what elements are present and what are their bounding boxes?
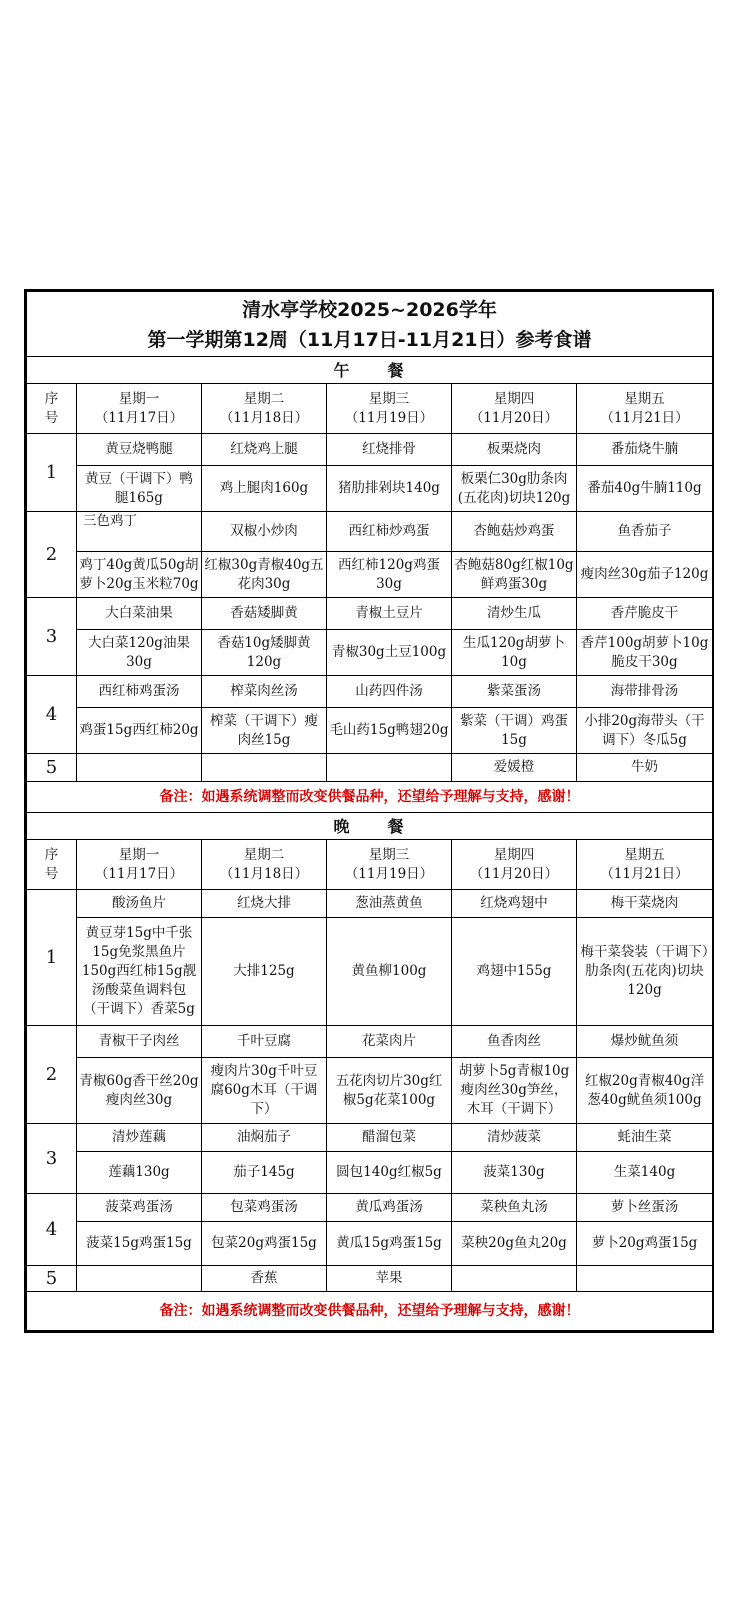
dinner-dish-row-4 bbox=[27, 1194, 713, 1222]
dish-name: 山药四件汤 bbox=[327, 676, 452, 708]
ingredients: 黄豆（干调下）鸭腿165g bbox=[77, 466, 202, 512]
row-number: 3 bbox=[27, 598, 77, 676]
dish-name: 青椒干子肉丝 bbox=[77, 1026, 202, 1058]
ingredients: 瘦肉片30g千叶豆腐60g木耳（干调下） bbox=[202, 1058, 327, 1124]
lunch-dish-row-1 bbox=[27, 434, 713, 466]
dish-name: 紫菜蛋汤 bbox=[452, 676, 577, 708]
ingredients: 鸡翅中155g bbox=[452, 918, 577, 1026]
row-number: 5 bbox=[27, 754, 77, 782]
extra-item bbox=[327, 754, 452, 782]
day-header-thu: 星期四 （11月20日） bbox=[452, 384, 577, 434]
ingredients: 菠菜15g鸡蛋15g bbox=[77, 1222, 202, 1266]
dish-name: 三色鸡丁 bbox=[77, 512, 202, 552]
dish-name: 大白菜油果 bbox=[77, 598, 202, 630]
day-header-fri: 星期五 （11月21日） bbox=[577, 840, 713, 890]
lunch-header-row bbox=[27, 384, 713, 434]
dish-name: 油焖茄子 bbox=[202, 1124, 327, 1152]
dish-name: 清炒菠菜 bbox=[452, 1124, 577, 1152]
ingredients: 紫菜（干调）鸡蛋15g bbox=[452, 708, 577, 754]
ingredients: 鸡蛋15g西红柿20g bbox=[77, 708, 202, 754]
lunch-dish-row-2 bbox=[27, 512, 713, 552]
ingredients: 五花肉切片30g红椒5g花菜100g bbox=[327, 1058, 452, 1124]
row-number: 1 bbox=[27, 890, 77, 1026]
dish-name: 红烧鸡上腿 bbox=[202, 434, 327, 466]
dinner-dish-row-2 bbox=[27, 1026, 713, 1058]
dish-name: 红烧大排 bbox=[202, 890, 327, 918]
day-header-tue: 星期二 （11月18日） bbox=[202, 384, 327, 434]
ingredients: 黄豆芽15g中千张15g免浆黑鱼片150g西红柿15g靓汤酸菜鱼调料包（干调下）香菜5g bbox=[77, 918, 202, 1026]
lunch-ingredient-row-3 bbox=[27, 630, 713, 676]
dish-name: 青椒土豆片 bbox=[327, 598, 452, 630]
ingredients: 板栗仁30g肋条肉(五花肉)切块120g bbox=[452, 466, 577, 512]
dish-name: 菠菜鸡蛋汤 bbox=[77, 1194, 202, 1222]
ingredients: 红椒20g青椒40g洋葱40g鱿鱼须100g bbox=[577, 1058, 713, 1124]
title-line-1: 清水亭学校2025~2026学年 bbox=[242, 299, 497, 321]
ingredients: 番茄40g牛腩110g bbox=[577, 466, 713, 512]
ingredients: 胡萝卜5g青椒10g瘦肉丝30g笋丝，木耳（干调下） bbox=[452, 1058, 577, 1124]
lunch-dish-row-3 bbox=[27, 598, 713, 630]
dish-name: 黄瓜鸡蛋汤 bbox=[327, 1194, 452, 1222]
row-number: 3 bbox=[27, 1124, 77, 1194]
ingredients: 猪肋排剁块140g bbox=[327, 466, 452, 512]
dish-name: 海带排骨汤 bbox=[577, 676, 713, 708]
lunch-ingredient-row-2 bbox=[27, 552, 713, 598]
ingredients: 榨菜（干调下）瘦肉丝15g bbox=[202, 708, 327, 754]
row-number: 2 bbox=[27, 512, 77, 598]
extra-item bbox=[77, 754, 202, 782]
ingredients: 生菜140g bbox=[577, 1152, 713, 1194]
day-header-wed: 星期三 （11月19日） bbox=[327, 384, 452, 434]
lunch-extra-row bbox=[27, 754, 713, 782]
ingredients: 莲藕130g bbox=[77, 1152, 202, 1194]
extra-item: 牛奶 bbox=[577, 754, 713, 782]
ingredients: 茄子145g bbox=[202, 1152, 327, 1194]
day-header-fri: 星期五 （11月21日） bbox=[577, 384, 713, 434]
menu-table bbox=[26, 291, 713, 1331]
dish-name: 蚝油生菜 bbox=[577, 1124, 713, 1152]
dish-name: 榨菜肉丝汤 bbox=[202, 676, 327, 708]
dish-name: 红烧排骨 bbox=[327, 434, 452, 466]
day-header-mon: 星期一 （11月17日） bbox=[77, 840, 202, 890]
day-header-tue: 星期二 （11月18日） bbox=[202, 840, 327, 890]
dish-name: 黄豆烧鸭腿 bbox=[77, 434, 202, 466]
dish-name: 千叶豆腐 bbox=[202, 1026, 327, 1058]
ingredients: 菠菜130g bbox=[452, 1152, 577, 1194]
lunch-ingredient-row-1 bbox=[27, 466, 713, 512]
dinner-ingredient-row-2 bbox=[27, 1058, 713, 1124]
row-number: 5 bbox=[27, 1266, 77, 1292]
dinner-header-row bbox=[27, 840, 713, 890]
row-number: 2 bbox=[27, 1026, 77, 1124]
dinner-section-title: 晚 餐 bbox=[27, 813, 713, 840]
extra-item bbox=[202, 754, 327, 782]
row-number: 4 bbox=[27, 676, 77, 754]
lunch-note: 备注：如遇系统调整而改变供餐品种，还望给予理解与支持，感谢！ bbox=[27, 782, 713, 813]
dish-name: 杏鲍菇炒鸡蛋 bbox=[452, 512, 577, 552]
dish-name: 板栗烧肉 bbox=[452, 434, 577, 466]
day-header-mon: 星期一 （11月17日） bbox=[77, 384, 202, 434]
ingredients: 菜秧20g鱼丸20g bbox=[452, 1222, 577, 1266]
weekly-menu bbox=[24, 289, 714, 1333]
ingredients: 红椒30g青椒40g五花肉30g bbox=[202, 552, 327, 598]
dish-name: 清炒莲藕 bbox=[77, 1124, 202, 1152]
ingredients: 鸡丁40g黄瓜50g胡萝卜20g玉米粒70g bbox=[77, 552, 202, 598]
ingredients: 瘦肉丝30g茄子120g bbox=[577, 552, 713, 598]
dish-name: 西红柿鸡蛋汤 bbox=[77, 676, 202, 708]
dish-name: 爆炒鱿鱼须 bbox=[577, 1026, 713, 1058]
row-number: 4 bbox=[27, 1194, 77, 1266]
dish-name: 双椒小炒肉 bbox=[202, 512, 327, 552]
title-line-2: 第一学期第12周（11月17日-11月21日）参考食谱 bbox=[147, 329, 592, 351]
dish-name: 香菇矮脚黄 bbox=[202, 598, 327, 630]
dinner-ingredient-row-3 bbox=[27, 1152, 713, 1194]
lunch-section-title: 午 餐 bbox=[27, 357, 713, 384]
ingredients: 大白菜120g油果30g bbox=[77, 630, 202, 676]
dinner-note: 备注：如遇系统调整而改变供餐品种，还望给予理解与支持，感谢！ bbox=[27, 1292, 713, 1331]
day-header-thu: 星期四 （11月20日） bbox=[452, 840, 577, 890]
dinner-dish-row-1 bbox=[27, 890, 713, 918]
ingredients: 毛山药15g鸭翅20g bbox=[327, 708, 452, 754]
dish-name: 鱼香肉丝 bbox=[452, 1026, 577, 1058]
dish-name: 西红柿炒鸡蛋 bbox=[327, 512, 452, 552]
ingredients: 梅干菜袋装（干调下）肋条肉(五花肉)切块120g bbox=[577, 918, 713, 1026]
ingredients: 黄瓜15g鸡蛋15g bbox=[327, 1222, 452, 1266]
ingredients: 香菇10g矮脚黄120g bbox=[202, 630, 327, 676]
ingredients: 大排125g bbox=[202, 918, 327, 1026]
lunch-ingredient-row-4 bbox=[27, 708, 713, 754]
seq-header: 序 号 bbox=[27, 384, 77, 434]
ingredients: 青椒30g土豆100g bbox=[327, 630, 452, 676]
extra-item: 香蕉 bbox=[202, 1266, 327, 1292]
ingredients: 香芹100g胡萝卜10g脆皮干30g bbox=[577, 630, 713, 676]
dinner-ingredient-row-1 bbox=[27, 918, 713, 1026]
day-header-wed: 星期三 （11月19日） bbox=[327, 840, 452, 890]
ingredients: 西红柿120g鸡蛋30g bbox=[327, 552, 452, 598]
dinner-extra-row bbox=[27, 1266, 713, 1292]
ingredients: 圆包140g红椒5g bbox=[327, 1152, 452, 1194]
seq-header: 序 号 bbox=[27, 840, 77, 890]
dish-name: 醋溜包菜 bbox=[327, 1124, 452, 1152]
extra-item bbox=[577, 1266, 713, 1292]
extra-item: 爱媛橙 bbox=[452, 754, 577, 782]
dinner-ingredient-row-4 bbox=[27, 1222, 713, 1266]
ingredients: 青椒60g香干丝20g瘦肉丝30g bbox=[77, 1058, 202, 1124]
lunch-dish-row-4 bbox=[27, 676, 713, 708]
ingredients: 萝卜20g鸡蛋15g bbox=[577, 1222, 713, 1266]
dish-name: 酸汤鱼片 bbox=[77, 890, 202, 918]
menu-title bbox=[27, 292, 713, 357]
ingredients: 生瓜120g胡萝卜10g bbox=[452, 630, 577, 676]
dinner-dish-row-3 bbox=[27, 1124, 713, 1152]
dish-name: 菜秧鱼丸汤 bbox=[452, 1194, 577, 1222]
ingredients: 鸡上腿肉160g bbox=[202, 466, 327, 512]
dish-name: 花菜肉片 bbox=[327, 1026, 452, 1058]
dish-name: 萝卜丝蛋汤 bbox=[577, 1194, 713, 1222]
dish-name: 清炒生瓜 bbox=[452, 598, 577, 630]
extra-item bbox=[77, 1266, 202, 1292]
extra-item: 苹果 bbox=[327, 1266, 452, 1292]
extra-item bbox=[452, 1266, 577, 1292]
dish-name: 包菜鸡蛋汤 bbox=[202, 1194, 327, 1222]
dish-name: 梅干菜烧肉 bbox=[577, 890, 713, 918]
ingredients: 小排20g海带头（干调下）冬瓜5g bbox=[577, 708, 713, 754]
dish-name: 鱼香茄子 bbox=[577, 512, 713, 552]
ingredients: 杏鲍菇80g红椒10g鲜鸡蛋30g bbox=[452, 552, 577, 598]
dish-name: 红烧鸡翅中 bbox=[452, 890, 577, 918]
dish-name: 番茄烧牛腩 bbox=[577, 434, 713, 466]
row-number: 1 bbox=[27, 434, 77, 512]
ingredients: 包菜20g鸡蛋15g bbox=[202, 1222, 327, 1266]
dish-name: 葱油蒸黄鱼 bbox=[327, 890, 452, 918]
dish-name: 香芹脆皮干 bbox=[577, 598, 713, 630]
ingredients: 黄鱼柳100g bbox=[327, 918, 452, 1026]
